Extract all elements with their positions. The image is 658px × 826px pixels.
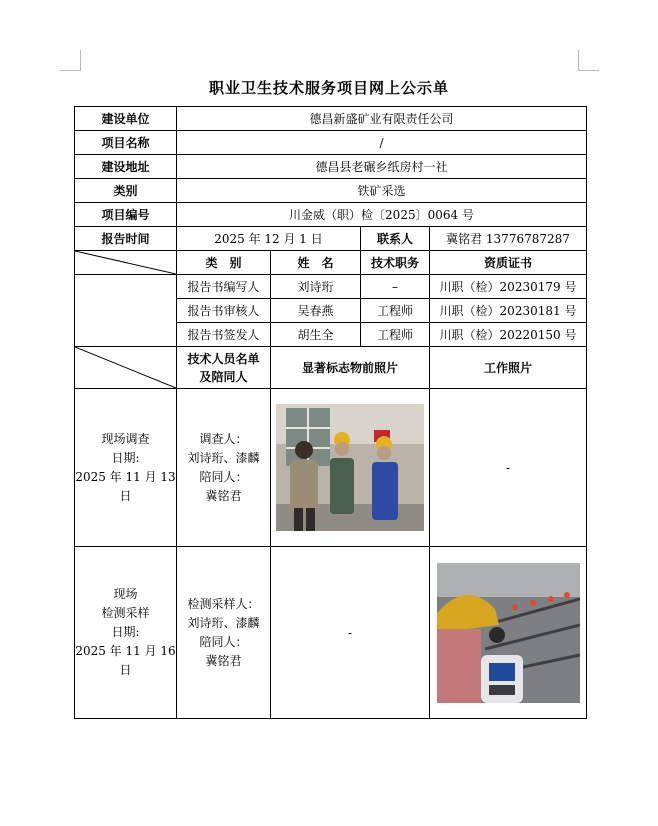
diagonal-header-cell [75,347,177,389]
diagonal-header-cell [75,251,177,275]
survey-work-photo-cell: - [430,389,587,547]
diagonal-line [75,347,176,388]
sampling-row [75,547,587,719]
sampling-date: 2025 年 11 月 16 [75,644,176,658]
staff-name: 胡生全 [271,323,361,347]
landmark-photo [276,404,424,531]
survey-date-label: 日期: [111,450,140,465]
sampling-label-1: 现场 [113,587,138,601]
staff-cert: 川职（检）20230181 号 [430,299,587,323]
diagonal-line [75,251,176,274]
photo-header-row [75,347,587,389]
sampling-label-2: 检测采样 [101,606,150,620]
construction-unit-label: 建设单位 [75,107,177,131]
construction-address-label: 建设地址 [75,155,177,179]
staff-role: 报告书签发人 [177,323,271,347]
header-landmark-photo: 显著标志物前照片 [271,347,430,389]
sampling-inspectors: 刘诗珩、漆麟 [187,615,260,630]
header-name: 姓 名 [271,251,361,275]
survey-date-cell [75,389,177,547]
staff-header-row [75,251,587,275]
staff-blank-cell [75,275,177,347]
staff-title: 工程师 [361,323,430,347]
survey-investigators: 刘诗珩、漆麟 [187,450,260,465]
row-construction-address [75,155,587,179]
project-number-value: 川金威（职）检〔2025〕0064 号 [177,203,587,227]
construction-address-value: 德昌县老碾乡纸房村一社 [177,155,587,179]
survey-row [75,389,587,547]
sampling-date-day: 日 [119,663,132,677]
row-category [75,179,587,203]
survey-investigator-label: 调查人： [199,431,248,446]
survey-date-day: 日 [119,488,132,503]
row-construction-unit [75,107,587,131]
survey-staff-cell [177,389,271,547]
sampling-inspector-label: 检测采样人： [187,596,260,611]
header-certificate: 资质证书 [430,251,587,275]
staff-title: 工程师 [361,299,430,323]
survey-landmark-photo-cell [271,389,430,547]
staff-role: 报告书编写人 [177,275,271,299]
contact-value: 冀铭君 13776787287 [430,227,587,251]
publicity-table [74,106,587,719]
sampling-work-photo-cell [430,547,587,719]
sampling-staff-cell [177,547,271,719]
row-project-name [75,131,587,155]
category-value: 铁矿采选 [177,179,587,203]
header-category: 类 别 [177,251,271,275]
page-corner-mark-right [578,50,599,71]
page-title: 职业卫生技术服务项目网上公示单 [208,79,449,97]
table-row [75,275,587,299]
survey-companion: 冀铭君 [205,488,242,503]
sampling-companion-label: 陪同人： [199,634,248,649]
staff-role: 报告书审核人 [177,299,271,323]
header-staff-list: 技术人员名单及陪同人 [177,347,271,389]
project-name-value: / [177,131,587,155]
page-corner-mark-left [60,50,81,71]
contact-label: 联系人 [361,227,430,251]
sampling-date-label: 日期: [111,625,140,639]
survey-label: 现场调查 [101,431,150,446]
sampling-landmark-photo-cell: - [271,547,430,719]
survey-companion-label: 陪同人： [199,469,248,484]
row-report-time [75,227,587,251]
report-time-label: 报告时间 [75,227,177,251]
survey-date: 2025 年 11 月 13 [75,469,176,484]
header-tech-title: 技术职务 [361,251,430,275]
staff-cert: 川职（检）20220150 号 [430,323,587,347]
row-project-number [75,203,587,227]
staff-title: – [361,275,430,299]
project-number-label: 项目编号 [75,203,177,227]
construction-unit-value: 德昌新盛矿业有限责任公司 [177,107,587,131]
report-time-value: 2025 年 12 月 1 日 [177,227,361,251]
header-work-photo: 工作照片 [430,347,587,389]
project-name-label: 项目名称 [75,131,177,155]
work-photo [437,563,580,703]
sampling-companion: 冀铭君 [205,653,242,668]
staff-cert: 川职（检）20230179 号 [430,275,587,299]
sampling-date-cell [75,547,177,719]
category-label: 类别 [75,179,177,203]
staff-name: 吴春燕 [271,299,361,323]
staff-name: 刘诗珩 [271,275,361,299]
